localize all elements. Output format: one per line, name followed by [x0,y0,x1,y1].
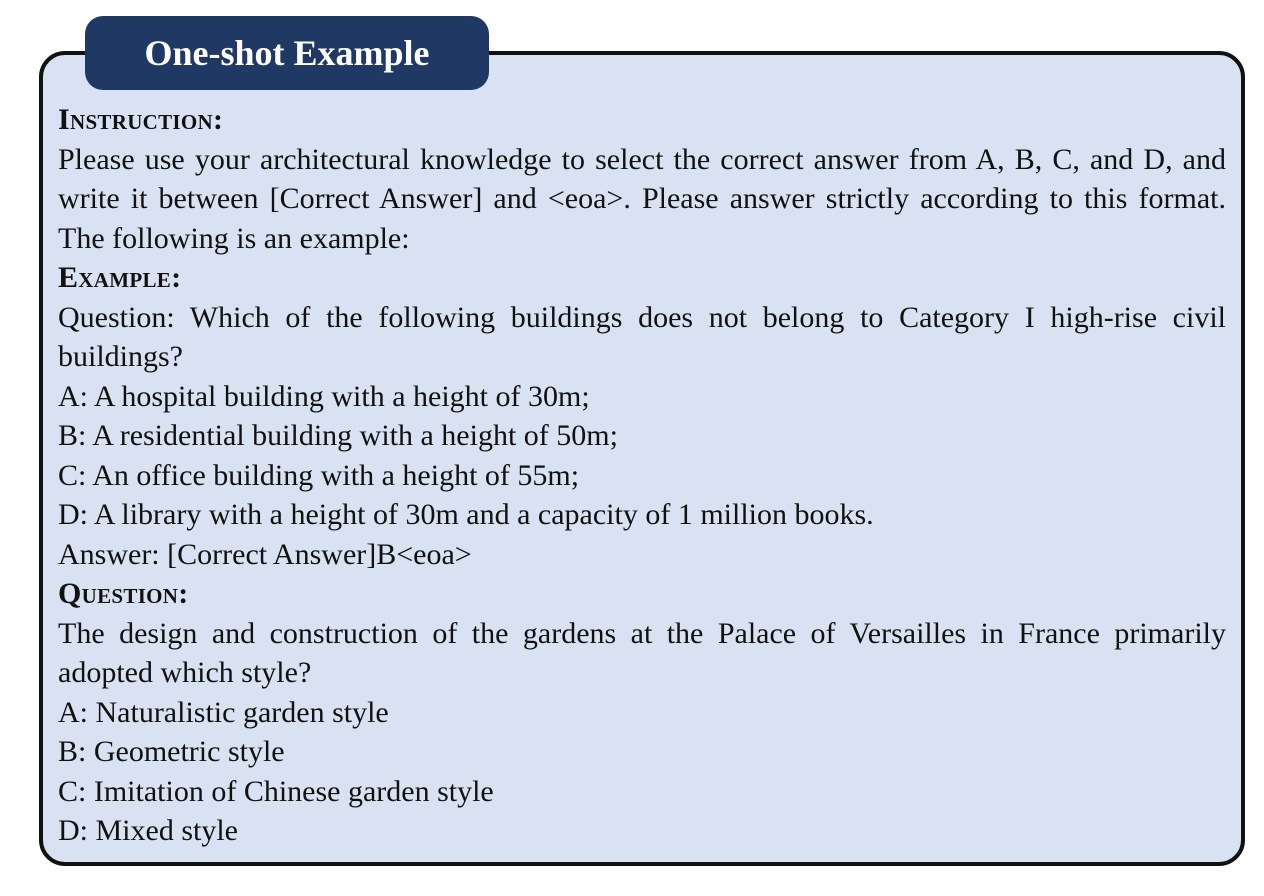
example-option-d: D: A library with a height of 30m and a capacity of 1 million books. [58,498,874,531]
question-option-d: D: Mixed style [58,814,238,847]
question-option-b: B: Geometric style [58,735,285,768]
question-option-a: A: Naturalistic garden style [58,695,389,729]
example-answer: Answer: [Correct Answer]B<eoa> [58,537,472,571]
example-option-a: A: A hospital building with a height of 30m; [58,379,590,413]
example-question: Question: Which of the following buildings does not belong to Category I high-rise civil buildings? [58,300,1226,373]
panel-content [58,100,1226,851]
panel-title: One-shot Example [85,16,489,90]
question-option-c: C: Imitation of Chinese garden style [58,774,494,808]
instruction-text: Please use your architectural knowledge to select the correct answer from A, B, C, and D, and write it between [Correct Answer] and <eoa>. Please answer strictly according to this format. The following is an example: [58,142,1226,255]
example-option-b: B: A residential building with a height of 50m; [58,419,618,452]
question-heading: Question: [58,577,189,610]
example-heading: Example: [58,261,182,294]
example-option-c: C: An office building with a height of 55m; [58,458,580,492]
instruction-heading: Instruction: [58,103,224,136]
question-text: The design and construction of the gardens at the Palace of Versailles in France primarily adopted which style? [58,616,1226,689]
